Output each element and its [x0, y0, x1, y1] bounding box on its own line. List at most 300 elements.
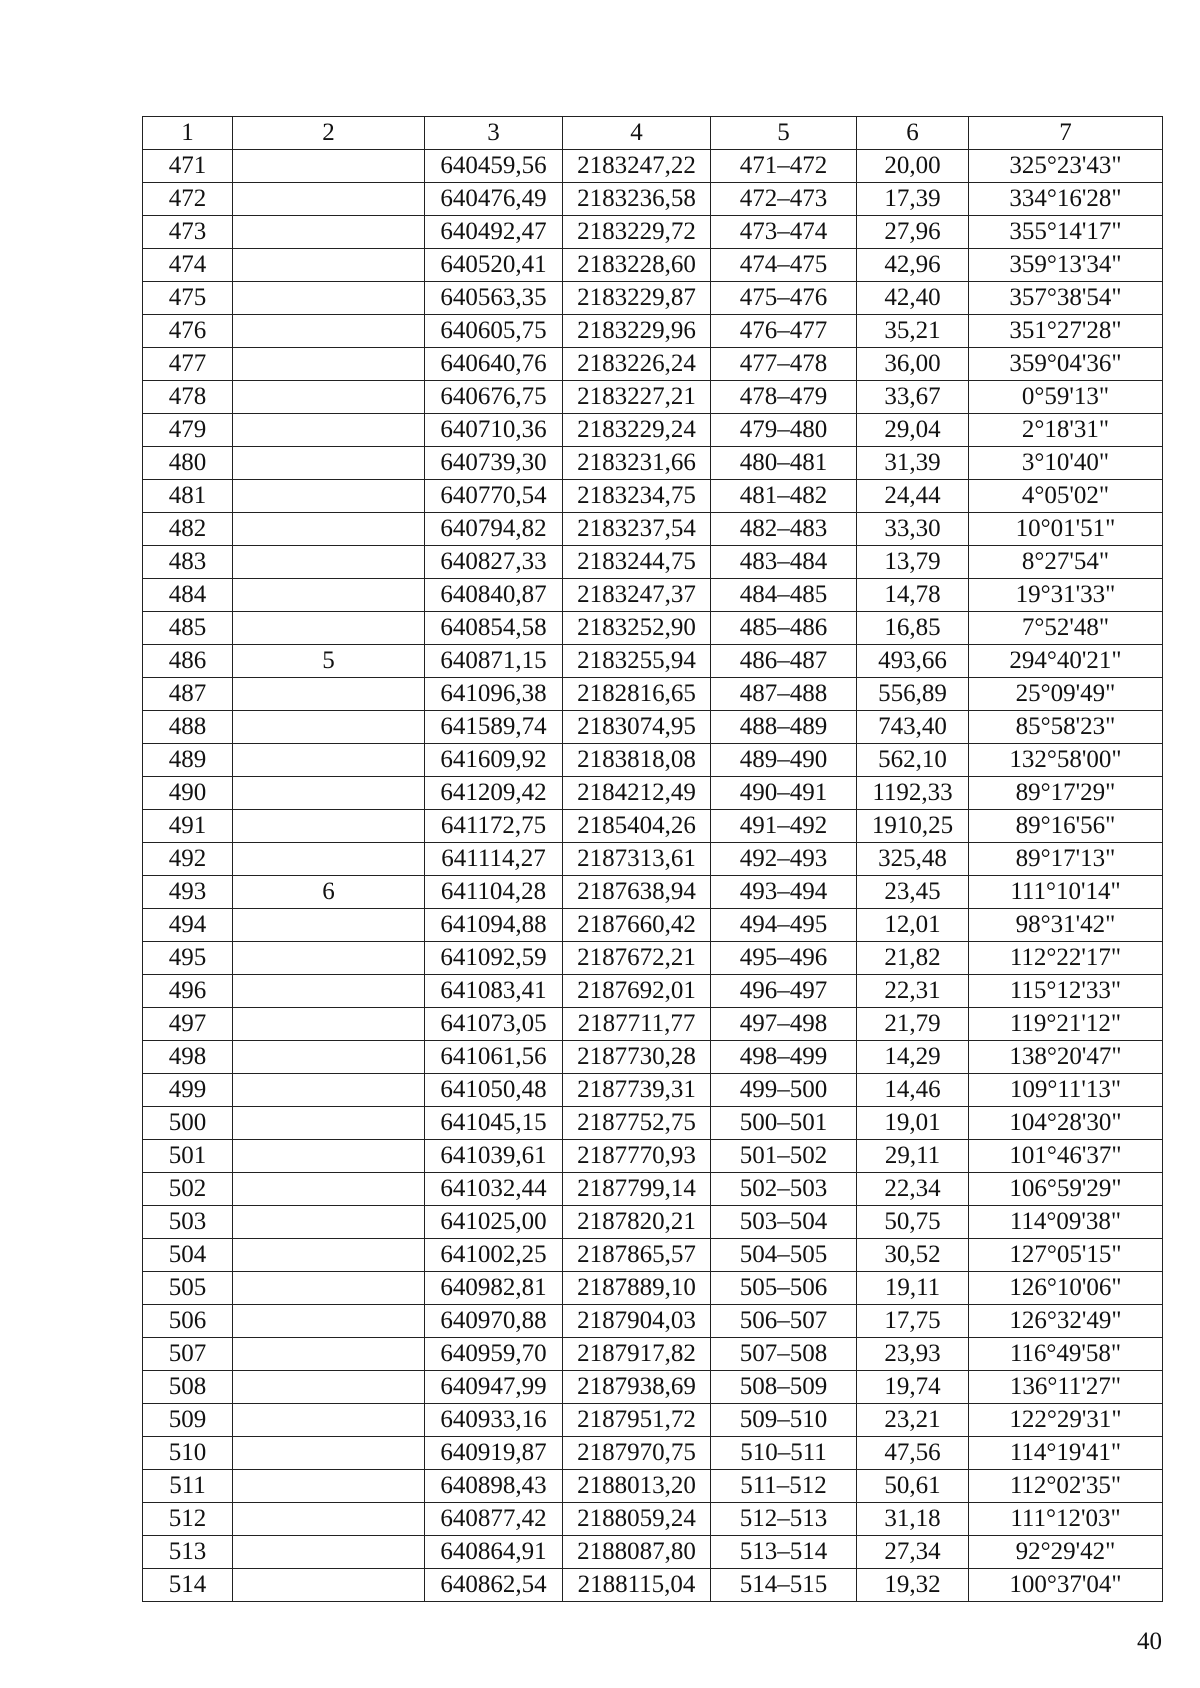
- table-cell: 481–482: [711, 480, 857, 513]
- table-cell: 325°23'43": [969, 150, 1163, 183]
- table-cell: 485–486: [711, 612, 857, 645]
- table-cell: 640898,43: [425, 1470, 563, 1503]
- table-cell: 19,74: [857, 1371, 969, 1404]
- table-cell: [233, 1272, 425, 1305]
- table-cell: 473–474: [711, 216, 857, 249]
- table-cell: 479: [143, 414, 233, 447]
- table-cell: 514: [143, 1569, 233, 1602]
- table-cell: 1192,33: [857, 777, 969, 810]
- table-row: [143, 1503, 1163, 1536]
- table-cell: [233, 1338, 425, 1371]
- table-cell: 33,30: [857, 513, 969, 546]
- table-row: [143, 777, 1163, 810]
- table-cell: 47,56: [857, 1437, 969, 1470]
- table-cell: 640476,49: [425, 183, 563, 216]
- table-row: [143, 678, 1163, 711]
- table-cell: 2188059,24: [563, 1503, 711, 1536]
- table-cell: 334°16'28": [969, 183, 1163, 216]
- table-cell: 8°27'54": [969, 546, 1163, 579]
- table-cell: 503: [143, 1206, 233, 1239]
- table-cell: [233, 1536, 425, 1569]
- table-cell: 475–476: [711, 282, 857, 315]
- table-cell: 640520,41: [425, 249, 563, 282]
- table-row: [143, 1140, 1163, 1173]
- table-cell: 2184212,49: [563, 777, 711, 810]
- table-header: [143, 117, 1163, 150]
- table-row: [143, 1107, 1163, 1140]
- table-cell: 505: [143, 1272, 233, 1305]
- coordinates-table: [142, 116, 1163, 1602]
- table-cell: 2183229,24: [563, 414, 711, 447]
- table-cell: 138°20'47": [969, 1041, 1163, 1074]
- table-cell: 500–501: [711, 1107, 857, 1140]
- table-cell: [233, 1239, 425, 1272]
- table-cell: 501–502: [711, 1140, 857, 1173]
- table-cell: 507: [143, 1338, 233, 1371]
- table-cell: 493,66: [857, 645, 969, 678]
- table-cell: [233, 843, 425, 876]
- table-cell: [233, 513, 425, 546]
- table-cell: 0°59'13": [969, 381, 1163, 414]
- table-cell: [233, 744, 425, 777]
- table-cell: 101°46'37": [969, 1140, 1163, 1173]
- table-cell: [233, 1503, 425, 1536]
- table-cell: [233, 1008, 425, 1041]
- table-cell: 480: [143, 447, 233, 480]
- table-row: [143, 1074, 1163, 1107]
- table-cell: [233, 348, 425, 381]
- table-cell: 640919,87: [425, 1437, 563, 1470]
- table-cell: 562,10: [857, 744, 969, 777]
- table-cell: 1910,25: [857, 810, 969, 843]
- table-cell: 556,89: [857, 678, 969, 711]
- table-cell: [233, 1074, 425, 1107]
- table-cell: 502–503: [711, 1173, 857, 1206]
- table-cell: 7°52'48": [969, 612, 1163, 645]
- table-cell: [233, 282, 425, 315]
- table-cell: 2183244,75: [563, 546, 711, 579]
- header-row: [143, 117, 1163, 150]
- table-cell: 641002,25: [425, 1239, 563, 1272]
- table-cell: 490: [143, 777, 233, 810]
- table-cell: 476: [143, 315, 233, 348]
- table-cell: 2183255,94: [563, 645, 711, 678]
- table-cell: 325,48: [857, 843, 969, 876]
- table-cell: 508: [143, 1371, 233, 1404]
- table-cell: 122°29'31": [969, 1404, 1163, 1437]
- table-cell: 127°05'15": [969, 1239, 1163, 1272]
- table-cell: 111°12'03": [969, 1503, 1163, 1536]
- table-cell: 116°49'58": [969, 1338, 1163, 1371]
- table-cell: 294°40'21": [969, 645, 1163, 678]
- table-cell: 2187904,03: [563, 1305, 711, 1338]
- table-cell: 641589,74: [425, 711, 563, 744]
- table-cell: [233, 447, 425, 480]
- table-cell: 487–488: [711, 678, 857, 711]
- table-cell: 494–495: [711, 909, 857, 942]
- table-row: [143, 249, 1163, 282]
- table-cell: [233, 711, 425, 744]
- table-row: [143, 909, 1163, 942]
- table-cell: 505–506: [711, 1272, 857, 1305]
- table-cell: 513: [143, 1536, 233, 1569]
- table-row: [143, 711, 1163, 744]
- table-cell: 484: [143, 579, 233, 612]
- table-cell: 641025,00: [425, 1206, 563, 1239]
- table-cell: 22,34: [857, 1173, 969, 1206]
- table-cell: 355°14'17": [969, 216, 1163, 249]
- table-cell: 351°27'28": [969, 315, 1163, 348]
- table-cell: 10°01'51": [969, 513, 1163, 546]
- table-cell: 12,01: [857, 909, 969, 942]
- table-cell: 640739,30: [425, 447, 563, 480]
- table-cell: 641114,27: [425, 843, 563, 876]
- table-row: [143, 1239, 1163, 1272]
- table-cell: 508–509: [711, 1371, 857, 1404]
- table-cell: 2183818,08: [563, 744, 711, 777]
- table-cell: 641609,92: [425, 744, 563, 777]
- table-cell: 25°09'49": [969, 678, 1163, 711]
- table-cell: 359°04'36": [969, 348, 1163, 381]
- table-row: [143, 645, 1163, 678]
- table-cell: 640794,82: [425, 513, 563, 546]
- table-row: [143, 876, 1163, 909]
- table-cell: 640710,36: [425, 414, 563, 447]
- table-cell: 485: [143, 612, 233, 645]
- table-cell: 640770,54: [425, 480, 563, 513]
- table-cell: 27,96: [857, 216, 969, 249]
- table-cell: 36,00: [857, 348, 969, 381]
- table-row: [143, 546, 1163, 579]
- table-row: [143, 579, 1163, 612]
- table-cell: 126°32'49": [969, 1305, 1163, 1338]
- table-cell: 17,75: [857, 1305, 969, 1338]
- table-row: [143, 1536, 1163, 1569]
- table-cell: 30,52: [857, 1239, 969, 1272]
- table-row: [143, 183, 1163, 216]
- table-row: [143, 843, 1163, 876]
- table-cell: 504–505: [711, 1239, 857, 1272]
- table-cell: 493–494: [711, 876, 857, 909]
- table-cell: 510: [143, 1437, 233, 1470]
- table-cell: 472: [143, 183, 233, 216]
- table-cell: [233, 1404, 425, 1437]
- table-cell: 640459,56: [425, 150, 563, 183]
- table-cell: 31,39: [857, 447, 969, 480]
- table-cell: [233, 1107, 425, 1140]
- table-cell: 507–508: [711, 1338, 857, 1371]
- table-cell: 2183226,24: [563, 348, 711, 381]
- table-cell: 2183247,37: [563, 579, 711, 612]
- table-cell: 496–497: [711, 975, 857, 1008]
- table-row: [143, 513, 1163, 546]
- table-cell: 5: [233, 645, 425, 678]
- table-cell: 6: [233, 876, 425, 909]
- table-cell: 104°28'30": [969, 1107, 1163, 1140]
- table-cell: [233, 975, 425, 1008]
- table-cell: 640959,70: [425, 1338, 563, 1371]
- table-cell: 503–504: [711, 1206, 857, 1239]
- table-cell: 641050,48: [425, 1074, 563, 1107]
- table-cell: [233, 942, 425, 975]
- table-cell: 14,78: [857, 579, 969, 612]
- table-cell: 2188115,04: [563, 1569, 711, 1602]
- table-row: [143, 315, 1163, 348]
- table-cell: 2183231,66: [563, 447, 711, 480]
- table-cell: [233, 249, 425, 282]
- table-cell: 89°17'13": [969, 843, 1163, 876]
- table-cell: [233, 414, 425, 447]
- table-cell: 21,82: [857, 942, 969, 975]
- table-cell: 640864,91: [425, 1536, 563, 1569]
- table-row: [143, 282, 1163, 315]
- table-cell: 27,34: [857, 1536, 969, 1569]
- table-cell: 641172,75: [425, 810, 563, 843]
- table-cell: 512–513: [711, 1503, 857, 1536]
- table-row: [143, 216, 1163, 249]
- table-row: [143, 1569, 1163, 1602]
- table-cell: 640563,35: [425, 282, 563, 315]
- table-cell: 19,11: [857, 1272, 969, 1305]
- table-cell: 119°21'12": [969, 1008, 1163, 1041]
- table-cell: 112°02'35": [969, 1470, 1163, 1503]
- table-row: [143, 1305, 1163, 1338]
- table-cell: 473: [143, 216, 233, 249]
- table-cell: 2187889,10: [563, 1272, 711, 1305]
- table-cell: 475: [143, 282, 233, 315]
- table-cell: 111°10'14": [969, 876, 1163, 909]
- table-cell: [233, 1470, 425, 1503]
- table-cell: 488–489: [711, 711, 857, 744]
- table-cell: [233, 909, 425, 942]
- table-cell: 2187313,61: [563, 843, 711, 876]
- table-cell: 42,96: [857, 249, 969, 282]
- table-cell: 474: [143, 249, 233, 282]
- table-row: [143, 1272, 1163, 1305]
- table-cell: 641094,88: [425, 909, 563, 942]
- table-cell: 641032,44: [425, 1173, 563, 1206]
- table-cell: 502: [143, 1173, 233, 1206]
- table-row: [143, 1206, 1163, 1239]
- table-cell: 513–514: [711, 1536, 857, 1569]
- table-cell: 357°38'54": [969, 282, 1163, 315]
- table-cell: 496: [143, 975, 233, 1008]
- table-cell: 501: [143, 1140, 233, 1173]
- table-cell: 641073,05: [425, 1008, 563, 1041]
- table-cell: 491: [143, 810, 233, 843]
- table-cell: 640877,42: [425, 1503, 563, 1536]
- table-cell: 31,18: [857, 1503, 969, 1536]
- table-cell: 640871,15: [425, 645, 563, 678]
- table-cell: [233, 381, 425, 414]
- table-cell: 640605,75: [425, 315, 563, 348]
- table-cell: 640840,87: [425, 579, 563, 612]
- table-cell: 2188087,80: [563, 1536, 711, 1569]
- table-cell: 477–478: [711, 348, 857, 381]
- table-cell: 19,01: [857, 1107, 969, 1140]
- table-cell: 493: [143, 876, 233, 909]
- table-cell: 495–496: [711, 942, 857, 975]
- table-cell: 2183229,96: [563, 315, 711, 348]
- table-cell: 132°58'00": [969, 744, 1163, 777]
- table-cell: 641061,56: [425, 1041, 563, 1074]
- table-cell: 492: [143, 843, 233, 876]
- table-cell: 14,29: [857, 1041, 969, 1074]
- table-cell: 2183229,72: [563, 216, 711, 249]
- table-cell: [233, 810, 425, 843]
- table-cell: 2187917,82: [563, 1338, 711, 1371]
- table-cell: 2188013,20: [563, 1470, 711, 1503]
- table-cell: 495: [143, 942, 233, 975]
- table-cell: 85°58'23": [969, 711, 1163, 744]
- table-cell: 641045,15: [425, 1107, 563, 1140]
- table-cell: 359°13'34": [969, 249, 1163, 282]
- table-cell: [233, 546, 425, 579]
- table-cell: 478: [143, 381, 233, 414]
- table-cell: 509–510: [711, 1404, 857, 1437]
- table-cell: 506: [143, 1305, 233, 1338]
- table-row: [143, 942, 1163, 975]
- table-cell: 640933,16: [425, 1404, 563, 1437]
- table-cell: 2183229,87: [563, 282, 711, 315]
- table-cell: 504: [143, 1239, 233, 1272]
- table-cell: [233, 579, 425, 612]
- table-cell: 472–473: [711, 183, 857, 216]
- table-cell: [233, 1569, 425, 1602]
- table-cell: 471–472: [711, 150, 857, 183]
- table-cell: 23,93: [857, 1338, 969, 1371]
- table-cell: 19°31'33": [969, 579, 1163, 612]
- table-cell: 126°10'06": [969, 1272, 1163, 1305]
- table-cell: 2187799,14: [563, 1173, 711, 1206]
- table-cell: 494: [143, 909, 233, 942]
- table-cell: [233, 150, 425, 183]
- table-cell: [233, 216, 425, 249]
- table-cell: 3°10'40": [969, 447, 1163, 480]
- table-cell: 483–484: [711, 546, 857, 579]
- table-row: [143, 1470, 1163, 1503]
- table-cell: [233, 1371, 425, 1404]
- table-cell: 491–492: [711, 810, 857, 843]
- table-cell: 479–480: [711, 414, 857, 447]
- table-cell: 498: [143, 1041, 233, 1074]
- table-cell: 2187951,72: [563, 1404, 711, 1437]
- table-cell: 21,79: [857, 1008, 969, 1041]
- table-row: [143, 744, 1163, 777]
- table-cell: [233, 678, 425, 711]
- table-cell: 489: [143, 744, 233, 777]
- table-cell: 640640,76: [425, 348, 563, 381]
- table-cell: 109°11'13": [969, 1074, 1163, 1107]
- table-cell: 482–483: [711, 513, 857, 546]
- table-cell: 23,21: [857, 1404, 969, 1437]
- table-cell: 2183247,22: [563, 150, 711, 183]
- table-cell: 640982,81: [425, 1272, 563, 1305]
- table-cell: 499: [143, 1074, 233, 1107]
- table-cell: 483: [143, 546, 233, 579]
- table-row: [143, 1041, 1163, 1074]
- table-cell: [233, 480, 425, 513]
- table-cell: 476–477: [711, 315, 857, 348]
- table-cell: 640854,58: [425, 612, 563, 645]
- table-cell: 33,67: [857, 381, 969, 414]
- table-row: [143, 1173, 1163, 1206]
- table-cell: 2185404,26: [563, 810, 711, 843]
- table-cell: 640947,99: [425, 1371, 563, 1404]
- table-cell: 497: [143, 1008, 233, 1041]
- table-cell: 487: [143, 678, 233, 711]
- column-header: 6: [857, 117, 969, 150]
- table-row: [143, 348, 1163, 381]
- table-cell: 16,85: [857, 612, 969, 645]
- table-cell: 2183236,58: [563, 183, 711, 216]
- table-cell: 14,46: [857, 1074, 969, 1107]
- table-cell: 106°59'29": [969, 1173, 1163, 1206]
- table-cell: 2187730,28: [563, 1041, 711, 1074]
- table-cell: 506–507: [711, 1305, 857, 1338]
- table-cell: 2187672,21: [563, 942, 711, 975]
- table-cell: [233, 183, 425, 216]
- table-cell: 486: [143, 645, 233, 678]
- table-cell: 115°12'33": [969, 975, 1163, 1008]
- table-cell: 2183228,60: [563, 249, 711, 282]
- column-header: 2: [233, 117, 425, 150]
- table-cell: 2187770,93: [563, 1140, 711, 1173]
- table-cell: 29,11: [857, 1140, 969, 1173]
- table-cell: 484–485: [711, 579, 857, 612]
- table-cell: 50,75: [857, 1206, 969, 1239]
- table-row: [143, 414, 1163, 447]
- table-cell: 92°29'42": [969, 1536, 1163, 1569]
- table-row: [143, 1338, 1163, 1371]
- table-cell: 641209,42: [425, 777, 563, 810]
- table-cell: 2187865,57: [563, 1239, 711, 1272]
- table-cell: 640827,33: [425, 546, 563, 579]
- table-cell: 486–487: [711, 645, 857, 678]
- table-cell: 480–481: [711, 447, 857, 480]
- table-cell: 490–491: [711, 777, 857, 810]
- table-cell: 482: [143, 513, 233, 546]
- table-cell: [233, 1140, 425, 1173]
- table-cell: 2183237,54: [563, 513, 711, 546]
- table-cell: [233, 612, 425, 645]
- table-cell: 641104,28: [425, 876, 563, 909]
- table-row: [143, 1437, 1163, 1470]
- table-cell: 500: [143, 1107, 233, 1140]
- table-cell: 100°37'04": [969, 1569, 1163, 1602]
- table-cell: 13,79: [857, 546, 969, 579]
- table-cell: 2187938,69: [563, 1371, 711, 1404]
- table-cell: 114°09'38": [969, 1206, 1163, 1239]
- table-cell: 2187752,75: [563, 1107, 711, 1140]
- table-cell: 488: [143, 711, 233, 744]
- table-cell: [233, 1041, 425, 1074]
- table-cell: 640492,47: [425, 216, 563, 249]
- table-cell: 641083,41: [425, 975, 563, 1008]
- table-cell: [233, 315, 425, 348]
- table-cell: 50,61: [857, 1470, 969, 1503]
- table-cell: 478–479: [711, 381, 857, 414]
- table-cell: 2187660,42: [563, 909, 711, 942]
- column-header: 3: [425, 117, 563, 150]
- table-cell: 20,00: [857, 150, 969, 183]
- table-cell: 114°19'41": [969, 1437, 1163, 1470]
- table-cell: 492–493: [711, 843, 857, 876]
- table-body: [143, 150, 1163, 1602]
- table-cell: [233, 777, 425, 810]
- table-cell: 29,04: [857, 414, 969, 447]
- table-cell: 2183234,75: [563, 480, 711, 513]
